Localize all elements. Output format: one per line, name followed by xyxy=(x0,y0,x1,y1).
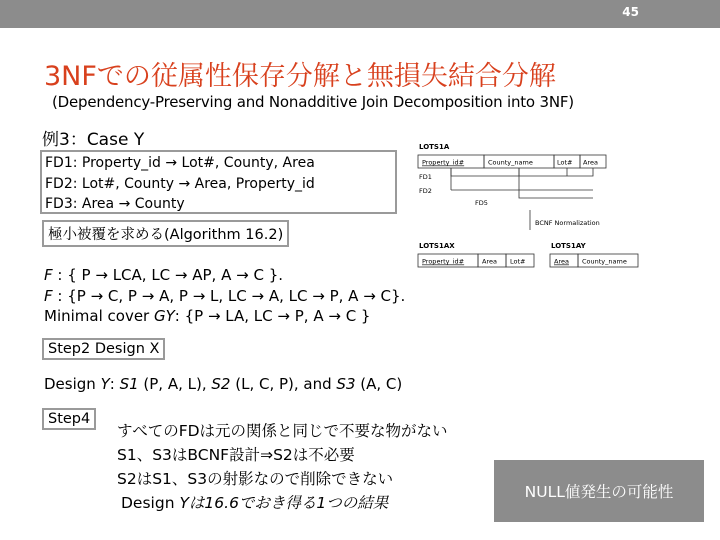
fd-line: FD3: Area → County xyxy=(45,196,185,212)
step4-line: S1、S3はBCNF設計⇒S2は不必要 xyxy=(117,446,355,464)
lots1a-label: LOTS1A xyxy=(419,143,450,151)
fd2-label: FD2 xyxy=(419,187,432,195)
fd-line: FD2: Lot#, County → Area, Property_id xyxy=(45,175,315,192)
lots-diagram xyxy=(413,138,643,278)
cover-line-f1 xyxy=(44,265,405,286)
lots1ax-col: Lot# xyxy=(510,257,526,266)
fd5-label: FD5 xyxy=(475,199,488,207)
design-s1-attrs: (P, A, L), xyxy=(138,375,212,393)
bcnf-label: BCNF Normalization xyxy=(535,219,600,227)
fd5-arrow xyxy=(519,168,593,198)
design-s3: S3 xyxy=(336,375,356,393)
lots1ax-col: Area xyxy=(482,257,497,266)
page-number: 45 xyxy=(622,5,639,19)
step4-line: すべてのFDは元の関係と同じで不要な物がない xyxy=(117,422,448,440)
step4-design: Design xyxy=(121,494,180,512)
cover-f-symbol: F xyxy=(44,286,53,305)
fd1-label: FD1 xyxy=(419,173,432,181)
lots1ay-col: Area xyxy=(554,257,569,266)
cover-f-symbol: F xyxy=(44,266,53,284)
step2-box: Step2 Design X xyxy=(42,338,165,360)
fd1-arrow xyxy=(451,168,593,176)
step4-lines xyxy=(117,419,448,515)
lots1a-col: Area xyxy=(583,158,598,167)
lots1ax-label: LOTS1AX xyxy=(419,242,455,250)
step4-box: Step4 xyxy=(42,408,96,430)
lots1a-col: Lot# xyxy=(557,158,573,167)
step4-line: S2はS1、S3の射影なので削除できない xyxy=(117,470,394,488)
fd-line: FD1: Property_id → Lot#, County, Area xyxy=(45,155,315,171)
minimal-cover-box: 極小被覆を求める(Algorithm 16.2) xyxy=(42,220,289,247)
null-badge: NULL値発生の可能性 xyxy=(494,460,704,522)
cover-text: : {P → C, P → A, P → L, LC → A, LC → P, A → C}. xyxy=(52,286,406,305)
cover-text: : {P → LA, LC → P, A → C } xyxy=(174,307,371,325)
slide-title: 3NFでの従属性保存分解と無損失結合分解 xyxy=(44,61,556,92)
design-s2: S2 xyxy=(211,375,231,393)
design-colon: : xyxy=(109,375,120,393)
design-s2-attrs: (L, C, P), and xyxy=(230,375,337,393)
fd-box xyxy=(40,150,397,214)
slide-subtitle: (Dependency-Preserving and Nonadditive Join Decomposition into 3NF) xyxy=(52,93,574,111)
cover-lines xyxy=(44,265,405,327)
cover-line-f2 xyxy=(44,286,405,307)
cover-gy: GY xyxy=(154,307,175,325)
step4-result: Yは16.6でおき得る1つの結果 xyxy=(179,494,389,512)
cover-prefix: Minimal cover xyxy=(44,307,154,325)
top-bar xyxy=(0,0,720,28)
lots1ax-col: Property_id# xyxy=(422,257,465,266)
case-label: 例3：Case Y xyxy=(42,130,145,150)
design-s1: S1 xyxy=(119,375,139,393)
lots1a-col: Property_id# xyxy=(422,158,465,167)
lots1ay-col: County_name xyxy=(582,257,627,266)
step4-line xyxy=(117,491,448,515)
cover-line-minimal xyxy=(44,306,405,327)
design-y: Y xyxy=(100,375,110,393)
design-y-line xyxy=(44,375,402,393)
cover-text: : { P → LCA, LC → AP, A → C }. xyxy=(52,266,284,284)
design-s3-attrs: (A, C) xyxy=(355,375,403,393)
design-prefix: Design xyxy=(44,375,101,393)
lots1ay-label: LOTS1AY xyxy=(551,242,586,250)
lots1a-col: County_name xyxy=(488,158,533,167)
